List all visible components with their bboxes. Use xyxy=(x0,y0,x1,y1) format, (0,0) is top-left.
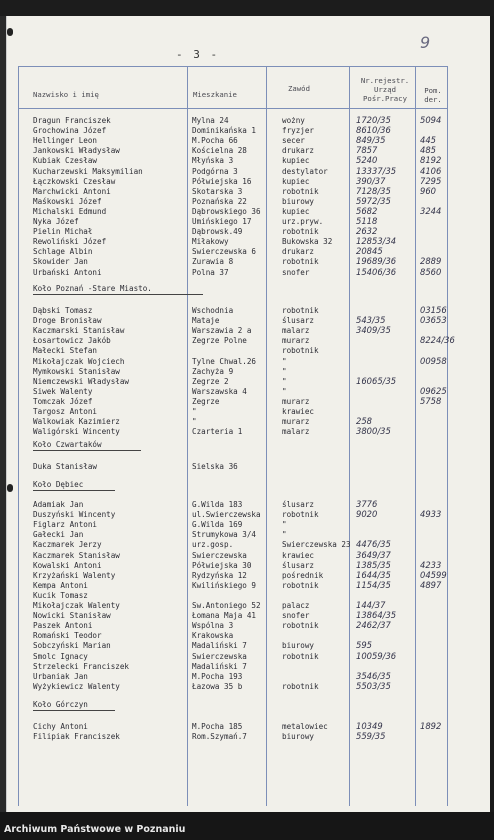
cell-address: Zachyża 9 xyxy=(192,366,234,376)
cell-office-number: 144/37 xyxy=(356,600,386,610)
cell-name: Walkowiak Kazimierz xyxy=(33,417,120,427)
cell-occupation: murarz xyxy=(282,336,310,346)
cell-address: Rom.Szymań.7 xyxy=(192,732,247,742)
cell-office-number: 1644/35 xyxy=(356,569,391,580)
cell-occupation: robotnik xyxy=(282,651,319,661)
header-address: Mieszkanie xyxy=(193,90,237,99)
cell-name: Hellinger Leon xyxy=(33,136,98,146)
cell-occupation: snofer xyxy=(282,611,310,621)
cell-address: Krakowska xyxy=(192,631,234,641)
cell-occupation: ślusarz xyxy=(282,560,315,570)
table-header-rule xyxy=(18,108,448,109)
cell-pom-number: 4897 xyxy=(420,579,442,590)
pencil-folio-number: 9 xyxy=(420,33,431,52)
cell-name: Schlage Albin xyxy=(33,247,93,257)
cell-name: Figlarz Antoni xyxy=(33,520,98,530)
cell-name: Grochowina Józef xyxy=(33,126,107,136)
section-underline xyxy=(33,294,203,295)
cell-office-number: 7128/35 xyxy=(356,185,391,196)
cell-address: Strumykowa 3/4 xyxy=(192,530,257,540)
cell-occupation: kupiec xyxy=(282,156,310,166)
cell-address: Umińskiego 17 xyxy=(192,217,252,226)
header-office-number: Nr.rejestr. Urząd Pośr.Pracy xyxy=(360,76,410,103)
cell-address: G.Wilda 183 xyxy=(192,500,243,509)
cell-name: Mikołajczak Walenty xyxy=(33,601,120,610)
cell-name: Dragun Franciszek xyxy=(33,116,111,125)
cell-address: Zegrze xyxy=(192,396,220,406)
header-pom-number: Pom. der. xyxy=(424,86,442,104)
cell-office-number: 849/35 xyxy=(356,135,386,146)
cell-name: Łosartowicz Jakób xyxy=(33,336,111,346)
cell-office-number: 10059/36 xyxy=(356,650,397,661)
cell-occupation: Swierczewska 23 xyxy=(282,540,351,550)
cell-name: Kubiak Czesław xyxy=(33,156,98,166)
table-top-rule xyxy=(18,66,448,67)
cell-name: Urbański Antoni xyxy=(33,267,102,277)
cell-office-number: 1154/35 xyxy=(356,579,391,590)
cell-occupation: " xyxy=(282,356,287,366)
cell-address: Czarteria 1 xyxy=(192,427,243,437)
cell-pom-number: 03653 xyxy=(420,315,447,326)
cell-occupation: " xyxy=(282,386,287,396)
cell-name: Kucik Tomasz xyxy=(33,590,88,600)
cell-occupation: " xyxy=(282,376,287,386)
cell-pom-number: 1892 xyxy=(420,721,442,731)
cell-office-number: 12853/34 xyxy=(356,236,397,247)
cell-pom-number: 8224/36 xyxy=(420,335,455,346)
cell-office-number: 5503/35 xyxy=(356,680,391,691)
table-left-rule xyxy=(18,66,19,806)
cell-address: Zegrze 2 xyxy=(192,376,229,386)
cell-address: Warszawia 2 a xyxy=(192,326,252,336)
cell-address: Mataje xyxy=(192,316,220,326)
section-heading-czwartaki: Koło Czwartaków xyxy=(33,440,102,449)
archive-footer-label: Archiwum Państwowe w Poznaniu xyxy=(0,812,494,840)
column-divider xyxy=(349,66,350,806)
cell-office-number: 20845 xyxy=(356,246,383,257)
cell-address: Swierczewska 6 xyxy=(192,247,257,257)
cell-occupation: fryzjer xyxy=(282,126,315,136)
cell-office-number: 13864/35 xyxy=(356,610,397,621)
section-underline xyxy=(33,450,141,451)
cell-occupation: " xyxy=(282,366,287,376)
punch-hole xyxy=(7,484,13,492)
cell-address: Kościelna 28 xyxy=(192,146,247,156)
cell-occupation: krawiec xyxy=(282,550,315,560)
cell-occupation: murarz xyxy=(282,396,310,406)
cell-address: Zegrze Polne xyxy=(192,336,247,346)
cell-name: Sobczyński Marian xyxy=(33,641,111,651)
cell-pom-number: 485 xyxy=(420,145,436,156)
cell-occupation: robotnik xyxy=(282,306,319,315)
cell-occupation: " xyxy=(282,530,287,540)
section-heading-debiec: Koło Dębiec xyxy=(33,480,83,489)
cell-name: Kempa Antoni xyxy=(33,580,88,590)
cell-pom-number: 04599 xyxy=(420,569,447,580)
cell-address: Dąbrowsk.49 xyxy=(192,227,243,237)
cell-name: Mikołajczak Wojciech xyxy=(33,356,125,366)
cell-address: Sielska 36 xyxy=(192,462,238,471)
section-underline xyxy=(33,490,115,491)
cell-office-number: 19689/36 xyxy=(356,256,397,267)
cell-pom-number: 09625 xyxy=(420,385,447,396)
cell-office-number: 5972/35 xyxy=(356,195,391,206)
cell-address: Dąbrowskiego 36 xyxy=(192,206,261,216)
cell-office-number: 7857 xyxy=(356,145,378,156)
cell-address: Polna 37 xyxy=(192,267,229,277)
cell-occupation: kupiec xyxy=(282,206,310,216)
cell-address: urz.gosp. xyxy=(192,540,234,550)
cell-office-number: 1720/35 xyxy=(356,115,391,125)
cell-pom-number: 3244 xyxy=(420,205,442,216)
cell-occupation: robotnik xyxy=(282,621,319,631)
cell-pom-number: 960 xyxy=(420,185,436,196)
cell-name: Adamiak Jan xyxy=(33,500,84,509)
cell-name: Marchwicki Antoni xyxy=(33,186,111,196)
cell-address: Skotarska 3 xyxy=(192,186,243,196)
cell-name: Mymkowski Stanisław xyxy=(33,366,120,376)
cell-address: Rydzyńska 12 xyxy=(192,570,247,580)
cell-occupation: krawiec xyxy=(282,407,315,416)
cell-occupation: kupiec xyxy=(282,176,310,186)
cell-occupation: robotnik xyxy=(282,186,319,196)
window-top-bar xyxy=(0,0,494,16)
cell-address: Młyńska 3 xyxy=(192,156,234,166)
cell-address: Półwiejska 16 xyxy=(192,176,252,186)
cell-name: Duszyński Wincenty xyxy=(33,510,116,520)
cell-occupation: biurowy xyxy=(282,732,315,742)
cell-office-number: 9020 xyxy=(356,509,378,520)
cell-name: Siwek Walenty xyxy=(33,386,93,396)
cell-occupation: robotnik xyxy=(282,681,319,691)
cell-occupation: ślusarz xyxy=(282,500,315,509)
cell-address: G.Wilda 169 xyxy=(192,520,243,530)
cell-office-number: 8610/36 xyxy=(356,125,391,136)
cell-occupation: secer xyxy=(282,136,305,146)
cell-address: Swierczewska xyxy=(192,651,247,661)
cell-address: ul.Swierczewska xyxy=(192,510,261,520)
cell-occupation: palacz xyxy=(282,601,310,610)
cell-name: Tomczak Józef xyxy=(33,396,93,406)
cell-address: Wspólna 3 xyxy=(192,621,234,631)
cell-office-number: 10349 xyxy=(356,721,383,731)
column-divider xyxy=(187,66,188,806)
cell-occupation: robotnik xyxy=(282,346,319,356)
cell-office-number: 390/37 xyxy=(356,175,386,186)
cell-name: Pielin Michał xyxy=(33,227,93,237)
cell-office-number: 595 xyxy=(356,640,372,651)
column-divider xyxy=(266,66,267,806)
cell-address: Łomana Maja 41 xyxy=(192,611,257,621)
cell-pom-number: 4106 xyxy=(420,165,442,176)
cell-address: M.Pocha 193 xyxy=(192,671,243,681)
cell-office-number: 3776 xyxy=(356,499,378,509)
cell-office-number: 3649/37 xyxy=(356,549,391,560)
cell-name: Niemczewski Władysław xyxy=(33,376,130,386)
cell-name: Paszek Antoni xyxy=(33,621,93,631)
cell-name: Urbaniak Jan xyxy=(33,671,88,681)
cell-address: Swierczewska xyxy=(192,550,247,560)
cell-address: Poznańska 22 xyxy=(192,196,247,206)
cell-address: Kwilińskiego 9 xyxy=(192,580,257,590)
cell-name: Jankowski Władysław xyxy=(33,146,120,156)
cell-pom-number: 8560 xyxy=(420,266,442,277)
cell-name: Waligórski Wincenty xyxy=(33,427,120,437)
cell-name: Krzyżański Walenty xyxy=(33,570,116,580)
cell-office-number: 3409/35 xyxy=(356,325,391,336)
cell-occupation: pośrednik xyxy=(282,570,324,580)
cell-office-number: 3800/35 xyxy=(356,426,391,437)
cell-occupation: robotnik xyxy=(282,227,319,237)
cell-name: Michalski Edmund xyxy=(33,206,107,216)
cell-name: Strzelecki Franciszek xyxy=(33,661,130,671)
cell-name: Skowider Jan xyxy=(33,257,88,267)
section-heading-gorczyn: Koło Górczyn xyxy=(33,700,88,709)
cell-address: Dominikańska 1 xyxy=(192,126,257,136)
cell-name: Romański Teodor xyxy=(33,631,102,641)
cell-office-number: 15406/36 xyxy=(356,266,397,277)
cell-office-number: 258 xyxy=(356,416,372,427)
cell-name: Duka Stanisław xyxy=(33,462,98,471)
cell-name: Maśkowski Józef xyxy=(33,196,102,206)
cell-address: Mylna 24 xyxy=(192,116,229,125)
cell-address: Łazowa 35 b xyxy=(192,681,243,691)
punch-hole xyxy=(7,28,13,36)
cell-address: Wschodnia xyxy=(192,306,234,315)
cell-occupation: malarz xyxy=(282,326,310,336)
cell-occupation: biurowy xyxy=(282,196,315,206)
cell-address: Sw.Antoniego 52 xyxy=(192,601,261,610)
cell-occupation: murarz xyxy=(282,417,310,427)
cell-name: Kaczmarski Stanisław xyxy=(33,326,125,336)
cell-occupation: robotnik xyxy=(282,580,319,590)
page-number: - 3 - xyxy=(176,48,220,61)
cell-occupation: " xyxy=(282,520,287,530)
cell-name: Wyżykiewicz Walenty xyxy=(33,681,120,691)
cell-office-number: 4476/35 xyxy=(356,539,391,550)
cell-address: M.Pocha 66 xyxy=(192,136,238,146)
cell-occupation: destylator xyxy=(282,166,328,176)
cell-occupation: urz.pryw. xyxy=(282,217,324,226)
cell-address: Tylne Chwal.26 xyxy=(192,356,257,366)
cell-occupation: wożny xyxy=(282,116,305,125)
cell-occupation: drukarz xyxy=(282,146,315,156)
cell-occupation: snofer xyxy=(282,267,310,277)
cell-name: Kaczmarek Jerzy xyxy=(33,540,102,550)
cell-name: Gałecki Jan xyxy=(33,530,84,540)
cell-office-number: 5682 xyxy=(356,205,378,216)
cell-pom-number: 4933 xyxy=(420,509,442,520)
cell-name: Rewoliński Józef xyxy=(33,237,107,247)
cell-address: Zurawia 8 xyxy=(192,257,234,267)
cell-name: Kucharzewski Maksymilian xyxy=(33,166,143,176)
cell-name: Filipiak Franciszek xyxy=(33,732,120,742)
cell-office-number: 3546/35 xyxy=(356,670,391,681)
cell-name: Targosz Antoni xyxy=(33,407,98,416)
cell-name: Kowalski Antoni xyxy=(33,560,102,570)
cell-office-number: 5240 xyxy=(356,155,378,166)
cell-office-number: 2462/37 xyxy=(356,620,391,631)
cell-name: Kaczmarek Stanisław xyxy=(33,550,120,560)
section-heading-stare-miasto: Koło Poznań -Stare Miasto. xyxy=(33,284,152,293)
cell-office-number: 16065/35 xyxy=(356,375,397,386)
cell-address: Madaliński 7 xyxy=(192,641,247,651)
cell-office-number: 543/35 xyxy=(356,315,386,326)
cell-office-number: 2632 xyxy=(356,226,378,237)
cell-office-number: 1385/35 xyxy=(356,559,391,570)
cell-office-number: 559/35 xyxy=(356,731,386,742)
section-underline xyxy=(33,710,115,711)
cell-pom-number: 8192 xyxy=(420,155,442,166)
cell-pom-number: 4233 xyxy=(420,559,442,570)
cell-occupation: ślusarz xyxy=(282,316,315,326)
cell-address: " xyxy=(192,407,197,416)
header-occupation: Zawód xyxy=(288,84,310,93)
cell-occupation: metalowiec xyxy=(282,722,328,731)
cell-office-number: 5118 xyxy=(356,216,378,226)
cell-occupation: Bukowska 32 xyxy=(282,237,333,247)
cell-address: Podgórna 3 xyxy=(192,166,238,176)
cell-name: Smolc Ignacy xyxy=(33,651,88,661)
cell-name: Łączkowski Czesław xyxy=(33,176,116,186)
cell-occupation: robotnik xyxy=(282,257,319,267)
cell-pom-number: 5094 xyxy=(420,115,442,125)
column-divider xyxy=(415,66,416,806)
cell-office-number: 13337/35 xyxy=(356,165,397,176)
cell-occupation: robotnik xyxy=(282,510,319,520)
cell-name: Nyka Józef xyxy=(33,217,79,226)
cell-name: Cichy Antoni xyxy=(33,722,88,731)
cell-occupation: biurowy xyxy=(282,641,315,651)
cell-pom-number: 5758 xyxy=(420,395,442,406)
cell-name: Droge Bronisław xyxy=(33,316,102,326)
header-name: Nazwisko i imię xyxy=(33,90,99,99)
cell-pom-number: 445 xyxy=(420,135,436,146)
cell-pom-number: 2889 xyxy=(420,256,442,267)
cell-occupation: malarz xyxy=(282,427,310,437)
cell-pom-number: 00958 xyxy=(420,355,447,366)
cell-name: Małecki Stefan xyxy=(33,346,98,356)
cell-address: Warszawska 4 xyxy=(192,386,247,396)
cell-name: Nowicki Stanisław xyxy=(33,611,111,621)
table-right-rule xyxy=(447,66,448,806)
cell-address: " xyxy=(192,417,197,427)
cell-address: Półwiejska 30 xyxy=(192,560,252,570)
cell-address: Madaliński 7 xyxy=(192,661,247,671)
cell-address: Miłakowy xyxy=(192,237,229,247)
cell-pom-number: 03156 xyxy=(420,305,447,315)
cell-occupation: drukarz xyxy=(282,247,315,257)
cell-pom-number: 7295 xyxy=(420,175,442,186)
cell-name: Dąbski Tomasz xyxy=(33,306,93,315)
cell-address: M.Pocha 185 xyxy=(192,722,243,731)
